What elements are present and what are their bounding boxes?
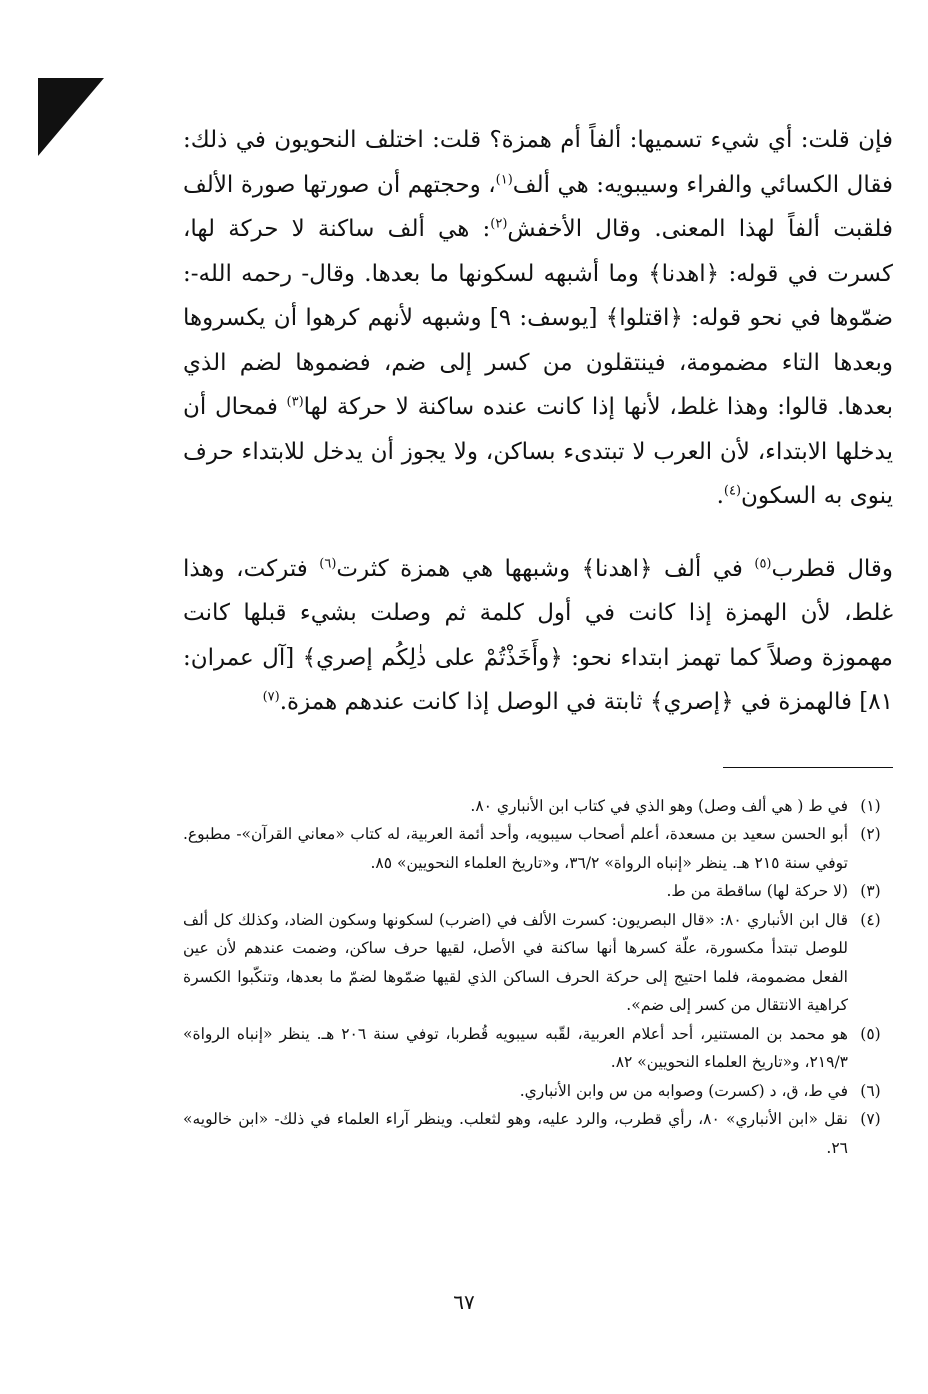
text-segment: ، وحجتهم أن صورتها صورة الألف فلقبت ألفاً لهذا المعنى. وقال الأخفش <box>183 171 893 242</box>
footnote-text: (لا حركة لها) ساقطة من ط. <box>666 882 848 900</box>
footnote-number: (٥) <box>860 1024 881 1043</box>
footnote <box>183 1105 893 1162</box>
footnote-ref: (٦) <box>319 555 337 571</box>
footnote-text: في ط ( هي ألف وصل) وهو الذي في كتاب ابن الأنباري ٨٠. <box>470 796 848 815</box>
text-segment: في ألف ﴿اهدنا﴾ وشبهها هي همزة كثرت <box>336 555 755 582</box>
paragraph <box>183 118 893 519</box>
main-text <box>183 118 893 725</box>
text-segment: فمحال أن يدخلها الابتداء، لأن العرب لا تبتدىء بساكن، ولا يجوز أن يدخل للابتداء حرف ينوى به السكون <box>183 394 893 509</box>
footnote-ref: (١) <box>495 171 513 187</box>
footnote <box>183 906 893 1020</box>
footnote-text: أبو الحسن سعيد بن مسعدة، أعلم أصحاب سيبويه، وأحد أئمة العربية، له كتاب «معاني القرآن»- مطبوع. توفي سنة ٢١٥ هـ. ينظر «إنباه الرواة» ٣٦/٢، و«تاريخ العلماء النحويين» ٨٥. <box>183 825 848 872</box>
footnote <box>183 820 893 877</box>
footnote <box>183 1077 893 1106</box>
footnote <box>183 1020 893 1077</box>
footnote <box>183 877 893 906</box>
footnote-ref: (٧) <box>262 689 280 705</box>
text-segment: : هي ألف ساكنة لا حركة لها، كسرت في قوله: ﴿اهدنا﴾ وما أشبهه لسكونها ما بعدها. وقال- رحمه الله-: ضمّوها في نحو قوله: ﴿اقتلوا﴾ [يوسف: ٩] وشبهه لأنهم كرهوا أن يكسروها وبعدها التاء مضمومة، فينتقلون من كسر إلى ضم، فضموها لضم الذي بعدها. قالوا: وهذا غلط، لأنها إذا كانت عنده ساكنة لا حركة لها <box>183 216 894 420</box>
footnote-text: في ط، ق، د (كسرت) وصوابه من س وابن الأنباري. <box>519 1081 848 1100</box>
footnote <box>183 792 893 821</box>
page-body <box>183 118 893 1368</box>
footnote-number: (٢) <box>860 825 881 843</box>
footnote-number: (٤) <box>860 910 881 929</box>
footnotes <box>183 792 893 1163</box>
footnote-number: (٣) <box>860 882 881 900</box>
footnote-text: قال ابن الأنباري ٨٠: «قال البصريون: كسرت الألف في (اضرب) لسكونها وسكون الضاد، وكذلك كل ألف للوصل تبتدأ مكسورة، علّة كسرها أنها ساكنة في الأصل، لقيها حرف ساكن، وضمت عندهم لأن عين الفعل مضمومة، فلما احتيج إلى حركة الحرف الساكن الذي لقيها ضمّوها لضمّ ما بعدها، وتنكّبوا الكسرة كراهية الانتقال من كسر إلى ضم». <box>183 910 848 1014</box>
footnote-divider <box>723 767 893 768</box>
paragraph <box>183 547 893 725</box>
text-segment: فإن قلت: أي شيء تسميها: ألفاً أم همزة؟ قلت: اختلف النحويون في ذلك: فقال الكسائي والفراء وسيبويه: هي ألف <box>183 127 894 198</box>
footnote-ref: (٣) <box>286 394 304 410</box>
footnote-number: (٦) <box>860 1081 881 1100</box>
footnote-text: هو محمد بن المستنير، أحد أعلام العربية، لقّبه سيبويه قُطربا، توفي سنة ٢٠٦ هـ. ينظر «إنباه الرواة» ٢١٩/٣، و«تاريخ العلماء النحويين» ٨٢. <box>183 1024 848 1071</box>
footnote-number: (٧) <box>860 1110 881 1128</box>
footnote-ref: (٢) <box>490 216 508 232</box>
text-segment: وقال قطرب <box>771 555 894 582</box>
page-number: ٦٧ <box>453 1290 475 1314</box>
footnote-text: نقل «ابن الأنباري» ٨٠، رأي قطرب، والرد عليه، وهو لثعلب. وينظر آراء العلماء في ذلك- «ابن خالويه» ٢٦. <box>183 1110 848 1157</box>
footnote-number: (١) <box>860 796 881 815</box>
text-segment: . <box>716 483 724 509</box>
footnote-ref: (٤) <box>723 483 742 499</box>
footnote-ref: (٥) <box>754 555 772 571</box>
corner-triangle-mark <box>38 78 104 156</box>
text-segment: فتركت، وهذا غلط، لأن الهمزة إذا كانت في أول كلمة ثم وصلت بشيء قبلها كانت مهموزة وصلاً كما تهمز ابتداء نحو: ﴿وأَخَذْتُمْ على ذٰلِكُم إصري﴾ [آل عمران: ٨١] فالهمزة في ﴿إصري﴾ ثابتة في الوصل إذا كانت عندهم همزة. <box>183 555 893 715</box>
